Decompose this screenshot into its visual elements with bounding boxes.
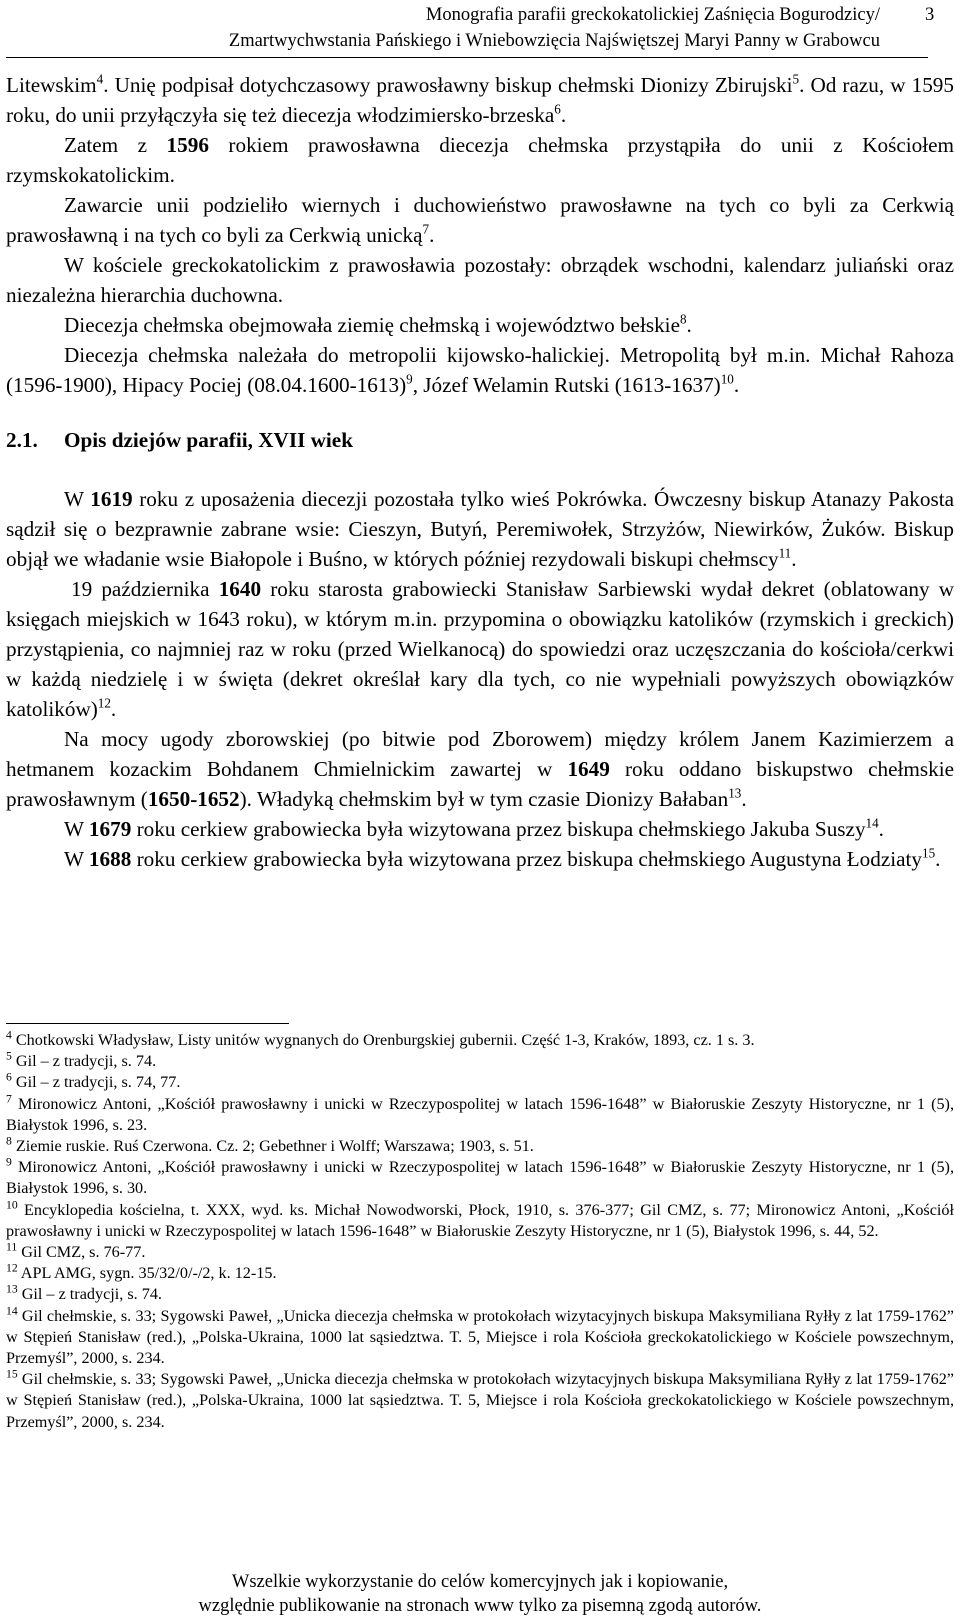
bold-year: 1649 [567, 757, 610, 781]
footnote-number: 10 [6, 1198, 18, 1212]
paragraph [6, 484, 954, 574]
footnote [6, 1157, 954, 1199]
footnote-text: Chotkowski Władysław, Listy unitów wygnanych do Orenburgskiej gubernii. Część 1-3, Kraków, 1893, cz. 1 s. 3. [11, 1031, 755, 1049]
footnote-number: 7 [6, 1092, 12, 1106]
footnote [6, 1072, 954, 1093]
page-number: 3 [925, 5, 935, 25]
footnote-text: Mironowicz Antoni, „Kościół prawosławny i unicki w Rzeczypospolitej w latach 1596-1648” w Białoruskie Zeszyty Historyczne, nr 1 (5), Białystok 1996, s. 30. [6, 1158, 954, 1198]
text-run: . [429, 223, 435, 247]
running-header [80, 2, 880, 54]
footnote-number: 11 [6, 1240, 18, 1254]
bold-years: 1650-1652 [147, 787, 240, 811]
footnote-number: 14 [6, 1304, 18, 1318]
footer-line-2: względnie publikowanie na stronach www tylko za pisemną zgodą autorów. [198, 1596, 762, 1616]
footnote-number: 6 [6, 1071, 12, 1084]
footnote-number: 15 [6, 1367, 18, 1381]
paragraph [6, 574, 954, 724]
main-text [6, 70, 954, 874]
text-run: roku cerkiew grabowiecka była wizytowana przez biskupa chełmskiego Jakuba Suszy [131, 817, 866, 841]
paragraph [6, 814, 954, 844]
footnote-number: 5 [6, 1049, 12, 1063]
text-run: . [791, 547, 797, 571]
header-line-1: Monografia parafii greckokatolickiej Zaśnięcia Bogurodzicy/ [425, 5, 880, 25]
footnote-ref: 7 [422, 221, 430, 237]
bold-year: 1688 [88, 847, 132, 871]
text-run: . [560, 103, 567, 127]
footnote [6, 1263, 954, 1284]
text-run: . Od razu, w 1595 roku, do unii przyłączyła się też diecezja włodzimiersko-brzeska [6, 73, 954, 127]
footnote-number: 4 [6, 1028, 12, 1042]
footnotes [6, 1030, 954, 1433]
footnote-text: Gil – z tradycji, s. 74. [17, 1285, 162, 1304]
footnote-ref: 4 [96, 71, 104, 87]
text-run: . [741, 787, 747, 811]
header-rule [6, 57, 928, 58]
footnote-ref: 8 [679, 311, 687, 327]
text-run: 19 października [71, 577, 219, 601]
bold-year: 1619 [90, 487, 133, 511]
text-run: Diecezja chełmska obejmowała ziemię chełmską i województwo bełskie [64, 313, 680, 337]
paragraph [6, 724, 954, 814]
footnote-ref: 12 [97, 695, 111, 711]
bold-year: 1596 [166, 133, 209, 157]
footnote-ref: 9 [406, 371, 413, 387]
bold-year: 1679 [88, 817, 132, 841]
paragraph [6, 70, 954, 130]
text-run: , Józef Welamin Rutski (1613-1637) [412, 373, 721, 397]
footnote [6, 1030, 954, 1051]
footnote-ref: 10 [720, 371, 734, 387]
footer-line-1: Wszelkie wykorzystanie do celów komercyjnych jak i kopiowanie, [231, 1572, 729, 1592]
footnote-text: Gil chełmskie, s. 33; Sygowski Paweł, „Unicka diecezja chełmska w protokołach wizytacyjnych biskupa Maksymiliana Ryłły z lat 1759-1762” w Stępień Stanisław (red.), „Polska-Ukraina, 1000 lat sąsiedztwa. T. 5, Miejsce i rola Kościoła greckokatolickiego w Kościele powszechnym, Przemyśl”, 2000, s. 234. [6, 1306, 954, 1368]
footnote-number: 9 [6, 1155, 12, 1169]
text-run: . [686, 313, 692, 337]
footnote-ref: 14 [865, 815, 879, 831]
paragraph [6, 190, 954, 250]
footnote-ref: 15 [922, 845, 936, 861]
text-run: . Unię podpisał dotychczasowy prawosławny biskup chełmski Dionizy Zbirujski [103, 73, 793, 97]
text-run: ). Władyką chełmskim był w tym czasie Dionizy Bałaban [239, 787, 729, 811]
text-run: W [64, 847, 89, 871]
section-title: Opis dziejów parafii, XVII wiek [64, 428, 353, 452]
footnote [6, 1094, 954, 1136]
footnote-text: Encyklopedia kościelna, t. XXX, wyd. ks. Michał Nowodworski, Płock, 1910, s. 376-377; Gil CMZ, s. 77; Mironowicz Antoni, „Kościół prawosławny i unicki w Rzeczypospolitej w latach 1596-1648” w Białoruskie Zeszyty Historyczne, nr 1 (5), Białystok 1996, s. 44, 52. [6, 1200, 954, 1240]
footnote [6, 1306, 954, 1370]
footnote-number: 12 [6, 1261, 18, 1275]
text-run: rokiem prawosławna diecezja chełmska przystąpiła do unii z Kościołem rzymskokatolickim. [6, 133, 954, 187]
text-run: W kościele greckokatolickim z prawosławia pozostały: obrządek wschodni, kalendarz juliański oraz niezależna hierarchia duchowna. [6, 253, 954, 307]
paragraph [6, 250, 954, 310]
footnote-ref: 5 [792, 71, 800, 87]
text-run: W [64, 817, 89, 841]
text-run: . [878, 817, 884, 841]
text-run: roku oddano biskupstwo chełmskie prawosławnym ( [6, 757, 954, 811]
text-run: W [64, 487, 91, 511]
footnote-ref: 11 [778, 545, 792, 561]
footnote-ref: 6 [554, 101, 561, 117]
footnote-text: Gil – z tradycji, s. 74. [11, 1052, 157, 1071]
text-run: Diecezja chełmska należała do metropolii kijowsko-halickiej. Metropolitą był m.in. Michał Rahoza (1596-1900), Hipacy Pociej (08.04.1600-1613) [6, 343, 954, 397]
footnote [6, 1284, 954, 1305]
page-footer [0, 1570, 960, 1618]
footnote-text: Gil – z tradycji, s. 74, 77. [11, 1073, 181, 1092]
footnote-ref: 13 [728, 785, 742, 801]
footnote-number: 13 [6, 1283, 18, 1297]
text-run: Zawarcie unii podzieliło wiernych i duchowieństwo prawosławne na tych co byli za Cerkwią prawosławną i na tych co byli za Cerkwią unicką [6, 193, 954, 247]
header-line-2: Zmartwychwstania Pańskiego i Wniebowzięcia Najświętszej Maryi Panny w Grabowcu [228, 31, 880, 51]
footnote-separator [6, 1023, 289, 1024]
bold-year: 1640 [218, 577, 262, 601]
text-run: Na mocy ugody zborowskiej (po bitwie pod Zborowem) między królem Janem Kazimierzem a hetmanem kozackim Bohdanem Chmielnickim zawartej w [6, 727, 954, 781]
text-run: Litewskim [6, 73, 97, 97]
footnote [6, 1200, 954, 1242]
footnote [6, 1136, 954, 1157]
section-number: 2.1. [6, 428, 38, 452]
text-run: roku starosta grabowiecki Stanisław Sarbiewski wydał dekret (oblatowany w księgach miejskich w 1643 roku), w którym m.in. przypomina o obowiązku katolików (rzymskich i greckich) przystąpienia, co najmniej raz w roku (przed Wielkanocą) do spowiedzi oraz uczęszczania do kościoła/cerkwi w każdą niedzielę i w święta (dekret określał kary dla tych, co nie wypełniali powyższych obowiązków katolików) [6, 577, 954, 721]
footnote-text: Ziemie ruskie. Ruś Czerwona. Cz. 2; Gebethner i Wolff; Warszawa; 1903, s. 51. [11, 1137, 534, 1156]
text-run: roku cerkiew grabowiecka była wizytowana przez biskupa chełmskiego Augustyna Łodziaty [131, 847, 923, 871]
footnote [6, 1242, 954, 1263]
text-run: . [935, 847, 941, 871]
footnote-text: Gil chełmskie, s. 33; Sygowski Paweł, „Unicka diecezja chełmska w protokołach wizytacyjnych biskupa Maksymiliana Ryłły z lat 1759-1762” w Stępień Stanisław (red.), „Polska-Ukraina, 1000 lat sąsiedztwa. T. 5, Miejsce i rola Kościoła greckokatolickiego w Kościele powszechnym, Przemyśl”, 2000, s. 234. [6, 1370, 954, 1431]
paragraph [6, 340, 954, 400]
footnote-text: APL AMG, sygn. 35/32/0/-/2, k. 12-15. [17, 1264, 277, 1283]
paragraph [6, 310, 954, 340]
footnote [6, 1369, 954, 1433]
text-run: . [733, 373, 740, 397]
footnote-text: Gil CMZ, s. 76-77. [17, 1243, 146, 1262]
text-run: Zatem z [64, 133, 167, 157]
text-run: roku z uposażenia diecezji pozostała tylko wieś Pokrówka. Ówczesny biskup Atanazy Pakosta sądził się o bezprawnie zabrane wsie: Cieszyn, Butyń, Peremiwołek, Strzyżów, Niewirków, Żuków. Biskup objął we władanie wsie Białopole i Buśno, w których później rezydowali biskupi chełmscy [6, 487, 955, 571]
footnote [6, 1051, 954, 1072]
paragraph [6, 130, 954, 190]
footnote-text: Mironowicz Antoni, „Kościół prawosławny i unicki w Rzeczypospolitej w latach 1596-1648” w Białoruskie Zeszyty Historyczne, nr 1 (5), Białystok 1996, s. 23. [6, 1094, 954, 1134]
text-run: . [110, 697, 117, 721]
section-heading [6, 425, 954, 455]
paragraph [6, 844, 954, 874]
footnote-number: 8 [6, 1134, 12, 1148]
